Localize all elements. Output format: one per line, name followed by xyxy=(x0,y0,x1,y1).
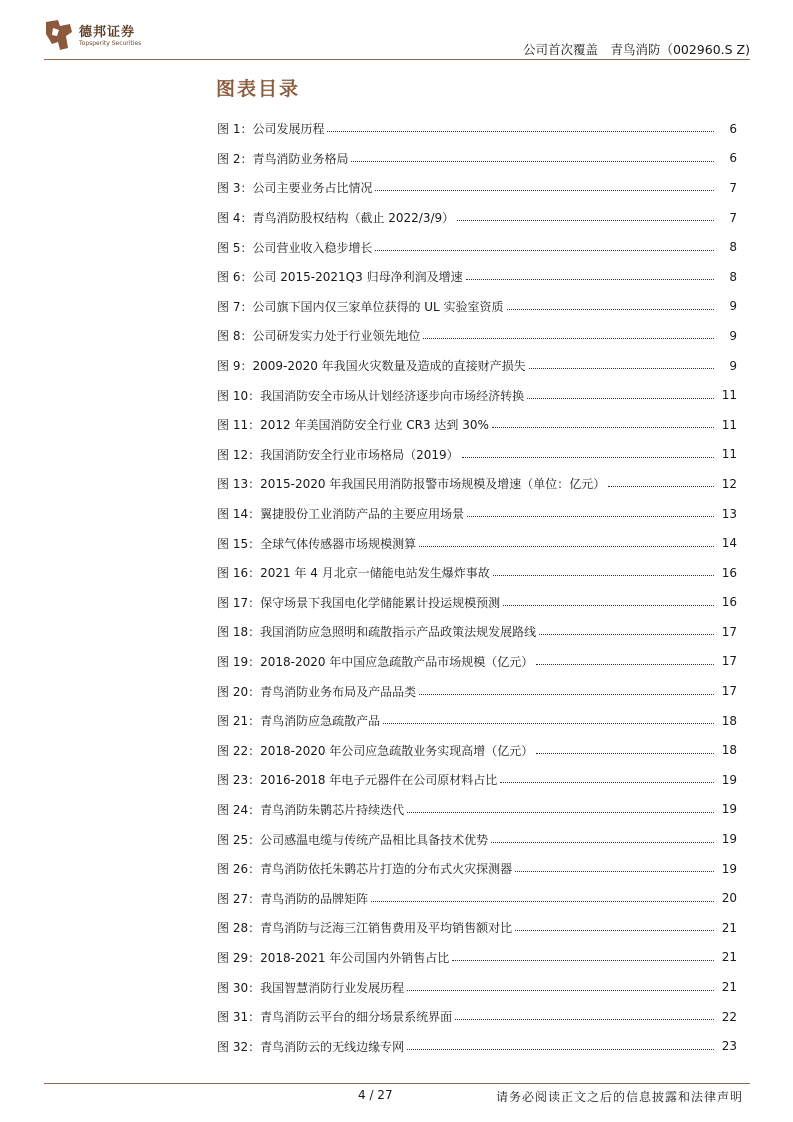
toc-dot-leader xyxy=(383,723,714,724)
toc-entry-page: 19 xyxy=(721,832,737,847)
toc-dot-leader xyxy=(493,575,714,576)
toc-entry-label: 图 32：青鸟消防云的无线边缘专网 xyxy=(217,1039,405,1054)
page-number: 4 / 27 xyxy=(358,1088,393,1102)
toc-dot-leader xyxy=(423,338,714,339)
toc-dot-leader xyxy=(466,279,714,280)
toc-entry-page: 20 xyxy=(721,891,737,906)
toc-dot-leader xyxy=(507,309,714,310)
toc-entry[interactable] xyxy=(217,410,737,440)
toc-entry-label: 图 24：青鸟消防朱鹮芯片持续迭代 xyxy=(217,802,405,817)
toc-entry-page: 6 xyxy=(729,121,737,136)
toc-dot-leader xyxy=(375,190,714,191)
legal-disclaimer: 请务必阅读正文之后的信息披露和法律声明 xyxy=(495,1090,743,1104)
toc-entry-page: 7 xyxy=(729,210,737,225)
toc-dot-leader xyxy=(536,753,714,754)
toc-entry[interactable] xyxy=(217,1031,737,1061)
toc-dot-leader xyxy=(452,960,714,961)
toc-entry-page: 7 xyxy=(729,180,737,195)
toc-dot-leader xyxy=(419,546,714,547)
toc-entry-label: 图 15：全球气体传感器市场规模测算 xyxy=(217,536,417,551)
toc-entry-page: 11 xyxy=(721,447,737,462)
report-info: 公司首次覆盖 青鸟消防（002960.S Z) xyxy=(522,42,750,57)
toc-entry-label: 图 1：公司发展历程 xyxy=(217,122,325,137)
toc-title: 图表目录 xyxy=(216,78,301,100)
toc-entry-page: 19 xyxy=(721,772,737,787)
brand-name-cn: 德邦证券 xyxy=(79,25,136,40)
toc-dot-leader xyxy=(500,782,714,783)
toc-entry-label: 图 22：2018-2020 年公司应急疏散业务实现高增（亿元） xyxy=(217,743,534,758)
toc-entry-page: 19 xyxy=(721,861,737,876)
toc-entry-label: 图 2：青鸟消防业务格局 xyxy=(217,151,349,166)
toc-entry-label: 图 30：我国智慧消防行业发展历程 xyxy=(217,980,405,995)
toc-entry[interactable] xyxy=(217,173,737,203)
toc-entry-label: 图 20：青鸟消防业务布局及产品品类 xyxy=(217,684,417,699)
header-divider xyxy=(44,59,750,60)
toc-entry-page: 23 xyxy=(721,1039,737,1054)
toc-entry[interactable] xyxy=(217,735,737,765)
toc-dot-leader xyxy=(539,634,714,635)
toc-entry-page: 18 xyxy=(721,713,737,728)
toc-entry-label: 图 18：我国消防应急照明和疏散指示产品政策法规发展路线 xyxy=(217,625,537,640)
toc-entry-page: 11 xyxy=(721,417,737,432)
toc-entry[interactable] xyxy=(217,262,737,292)
toc-entry[interactable] xyxy=(217,647,737,677)
toc-entry-page: 8 xyxy=(729,240,737,255)
toc-entry-label: 图 21：青鸟消防应急疏散产品 xyxy=(217,714,381,729)
toc-dot-leader xyxy=(462,457,714,458)
toc-entry-label: 图 23：2016-2018 年电子元器件在公司原材料占比 xyxy=(217,773,498,788)
toc-dot-leader xyxy=(407,990,714,991)
toc-entry-label: 图 5：公司营业收入稳步增长 xyxy=(217,240,373,255)
toc-entry[interactable] xyxy=(217,440,737,470)
toc-entry[interactable] xyxy=(217,469,737,499)
toc-entry-label: 图 4：青鸟消防股权结构（截止 2022/3/9） xyxy=(217,211,455,226)
toc-entry[interactable] xyxy=(217,203,737,233)
toc-entry[interactable] xyxy=(217,824,737,854)
toc-dot-leader xyxy=(457,220,714,221)
toc-dot-leader xyxy=(503,605,714,606)
toc-dot-leader xyxy=(371,901,714,902)
toc-entry-label: 图 10：我国消防安全市场从计划经济逐步向市场经济转换 xyxy=(217,388,525,403)
toc-dot-leader xyxy=(527,398,714,399)
brand-name-en: Topsperity Securities xyxy=(79,40,142,47)
toc-dot-leader xyxy=(375,250,714,251)
toc-entry-page: 9 xyxy=(729,328,737,343)
toc-entry-page: 21 xyxy=(721,980,737,995)
toc-entry-page: 17 xyxy=(721,654,737,669)
toc-entry[interactable] xyxy=(217,499,737,529)
toc-dot-leader xyxy=(407,1049,714,1050)
company-logo xyxy=(44,18,164,54)
toc-entry-page: 13 xyxy=(721,506,737,521)
toc-dot-leader xyxy=(492,427,714,428)
toc-dot-leader xyxy=(515,871,714,872)
toc-entry-page: 19 xyxy=(721,802,737,817)
toc-dot-leader xyxy=(608,486,714,487)
toc-entry-page: 21 xyxy=(721,920,737,935)
toc-dot-leader xyxy=(536,664,714,665)
toc-entry-page: 18 xyxy=(721,743,737,758)
toc-entry[interactable] xyxy=(217,292,737,322)
toc-entry-page: 9 xyxy=(729,358,737,373)
toc-entry-page: 11 xyxy=(721,388,737,403)
toc-dot-leader xyxy=(467,516,714,517)
toc-entry-label: 图 12：我国消防安全行业市场格局（2019） xyxy=(217,447,459,462)
toc-entry[interactable] xyxy=(217,883,737,913)
toc-entry[interactable] xyxy=(217,854,737,884)
toc-entry[interactable] xyxy=(217,765,737,795)
toc-entry[interactable] xyxy=(217,706,737,736)
toc-entry[interactable] xyxy=(217,321,737,351)
toc-entry[interactable] xyxy=(217,972,737,1002)
toc-entry-label: 图 8：公司研发实力处于行业领先地位 xyxy=(217,329,421,344)
toc-entry-label: 图 26：青鸟消防依托朱鹮芯片打造的分布式火灾探测器 xyxy=(217,862,513,877)
toc-entry[interactable] xyxy=(217,351,737,381)
toc-entry[interactable] xyxy=(217,558,737,588)
toc-dot-leader xyxy=(455,1019,714,1020)
toc-entry[interactable] xyxy=(217,528,737,558)
toc-entry-label: 图 13：2015-2020 年我国民用消防报警市场规模及增速（单位：亿元） xyxy=(217,477,606,492)
toc-entry-label: 图 14：翼捷股份工业消防产品的主要应用场景 xyxy=(217,507,465,522)
toc-entry[interactable] xyxy=(217,913,737,943)
toc-entry[interactable] xyxy=(217,676,737,706)
toc-dot-leader xyxy=(529,368,714,369)
toc-entry[interactable] xyxy=(217,114,737,144)
toc-entry-label: 图 6：公司 2015-2021Q3 归母净利润及增速 xyxy=(217,270,463,285)
toc-entry-page: 8 xyxy=(729,269,737,284)
toc-entry-label: 图 16：2021 年 4 月北京一储能电站发生爆炸事故 xyxy=(217,566,490,581)
toc-dot-leader xyxy=(407,812,714,813)
toc-entry-page: 6 xyxy=(729,151,737,166)
toc-entry-page: 9 xyxy=(729,299,737,314)
toc-entry[interactable] xyxy=(217,943,737,973)
toc-entry-label: 图 25：公司感温电缆与传统产品相比具备技术优势 xyxy=(217,832,489,847)
toc-list xyxy=(217,114,737,1061)
toc-entry[interactable] xyxy=(217,380,737,410)
toc-entry[interactable] xyxy=(217,795,737,825)
toc-entry-label: 图 19：2018-2020 年中国应急疏散产品市场规模（亿元） xyxy=(217,654,534,669)
toc-entry-label: 图 31：青鸟消防云平台的细分场景系统界面 xyxy=(217,1010,453,1025)
toc-entry-page: 12 xyxy=(721,476,737,491)
toc-entry-label: 图 9：2009-2020 年我国火灾数量及造成的直接财产损失 xyxy=(217,359,526,374)
toc-entry-page: 16 xyxy=(721,565,737,580)
toc-entry-label: 图 28：青鸟消防与泛海三江销售费用及平均销售额对比 xyxy=(217,921,513,936)
toc-entry-page: 22 xyxy=(721,1009,737,1024)
toc-entry-page: 17 xyxy=(721,624,737,639)
toc-dot-leader xyxy=(515,930,714,931)
toc-entry-label: 图 27：青鸟消防的品牌矩阵 xyxy=(217,891,369,906)
footer-divider xyxy=(44,1083,750,1084)
toc-entry-page: 16 xyxy=(721,595,737,610)
toc-dot-leader xyxy=(327,131,714,132)
toc-dot-leader xyxy=(419,694,714,695)
toc-entry[interactable] xyxy=(217,232,737,262)
toc-entry[interactable] xyxy=(217,1002,737,1032)
toc-entry-label: 图 11：2012 年美国消防安全行业 CR3 达到 30% xyxy=(217,418,489,433)
toc-entry-label: 图 3：公司主要业务占比情况 xyxy=(217,181,373,196)
toc-entry-page: 21 xyxy=(721,950,737,965)
toc-entry-label: 图 7：公司旗下国内仅三家单位获得的 UL 实验室资质 xyxy=(217,299,504,314)
brand-logo-icon xyxy=(44,18,74,52)
toc-entry[interactable] xyxy=(217,588,737,618)
toc-entry-label: 图 29：2018-2021 年公司国内外销售占比 xyxy=(217,950,450,965)
toc-entry[interactable] xyxy=(217,617,737,647)
toc-entry[interactable] xyxy=(217,144,737,174)
toc-dot-leader xyxy=(491,842,714,843)
toc-entry-page: 14 xyxy=(721,536,737,551)
toc-entry-page: 17 xyxy=(721,684,737,699)
toc-dot-leader xyxy=(351,161,714,162)
toc-entry-label: 图 17：保守场景下我国电化学储能累计投运规模预测 xyxy=(217,595,501,610)
